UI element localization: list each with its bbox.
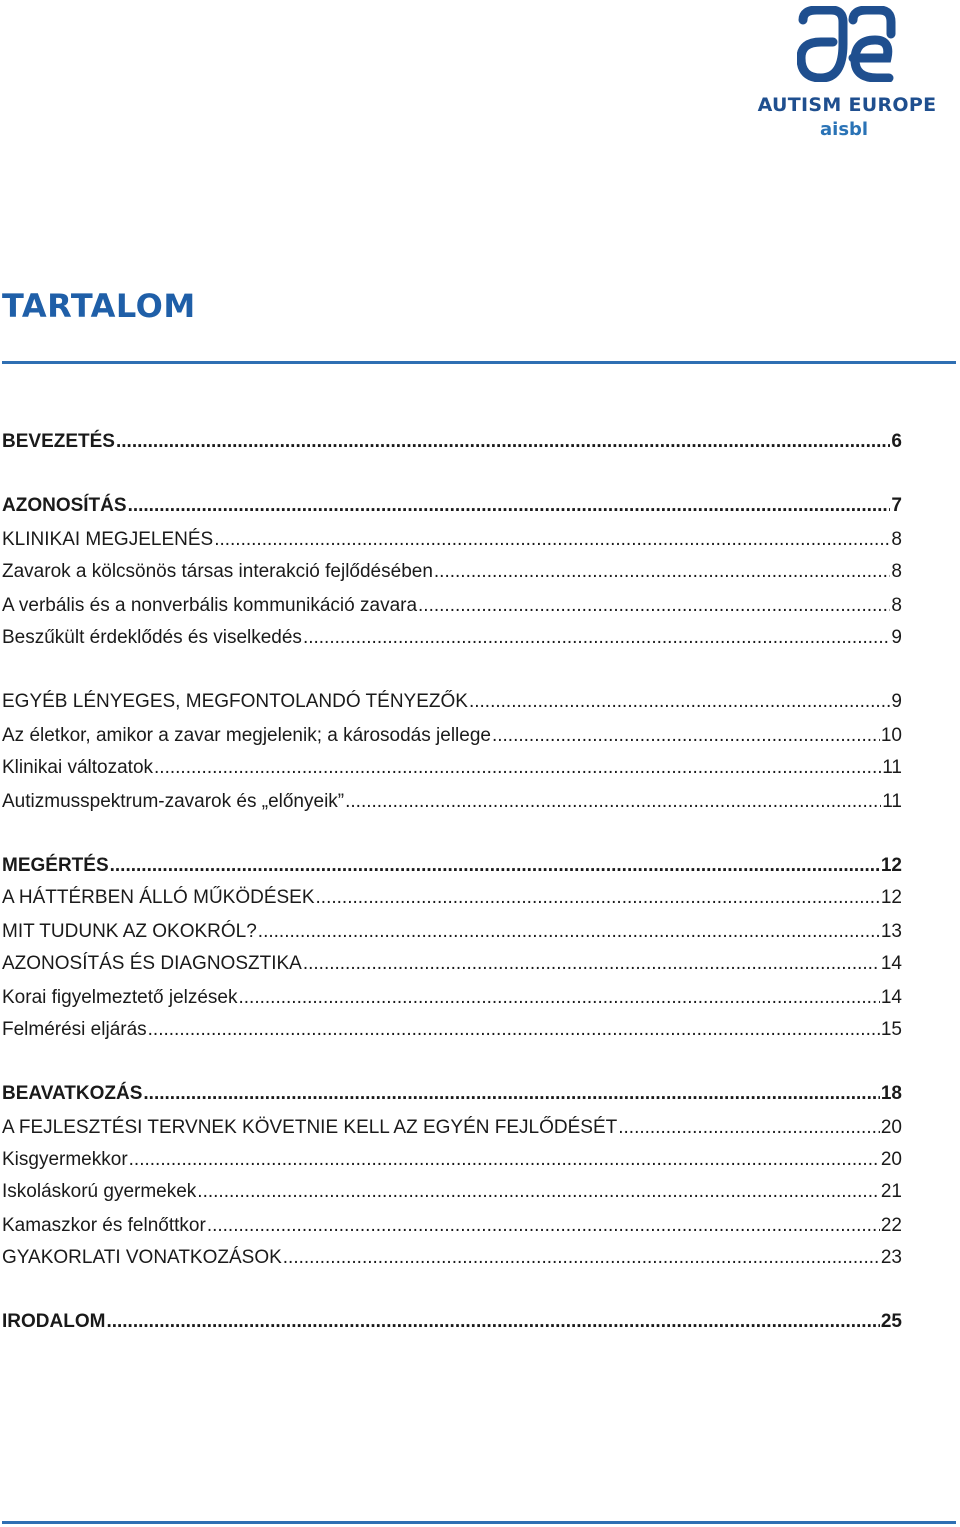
- toc-entry-page: 9: [891, 627, 902, 648]
- toc-entry[interactable]: [2, 1310, 902, 1334]
- title-divider: [2, 361, 956, 364]
- toc-entry-page: 22: [880, 1215, 902, 1236]
- toc-entry[interactable]: [2, 1246, 902, 1270]
- toc-entry[interactable]: [2, 1018, 902, 1042]
- toc-entry-page: 12: [880, 855, 902, 876]
- autism-europe-logo: [752, 6, 942, 140]
- toc-entry-page: 7: [891, 495, 902, 516]
- toc-entry-label: Kisgyermekkor: [2, 1149, 128, 1170]
- toc-entry-label: Korai figyelmeztető jelzések: [2, 987, 238, 1008]
- toc-entry[interactable]: [2, 920, 902, 944]
- toc-entry-label: BEAVATKOZÁS: [2, 1083, 143, 1104]
- toc-entry-label: KLINIKAI MEGJELENÉS: [2, 529, 214, 550]
- toc-dot-leader: [618, 1116, 880, 1140]
- toc-entry-label: MIT TUDUNK AZ OKOKRÓL?: [2, 921, 257, 942]
- toc-entry[interactable]: [2, 690, 902, 714]
- toc-dot-leader: [106, 1310, 879, 1334]
- toc-dot-leader: [214, 528, 890, 552]
- page-title: TARTALOM: [2, 287, 196, 325]
- toc-entry-page: 8: [891, 561, 902, 582]
- toc-entry-label: Autizmusspektrum-zavarok és „előnyeik”: [2, 791, 345, 812]
- toc-entry-label: AZONOSÍTÁS ÉS DIAGNOSZTIKA: [2, 953, 302, 974]
- toc-entry[interactable]: [2, 594, 902, 618]
- toc-dot-leader: [154, 756, 881, 780]
- toc-entry[interactable]: [2, 1082, 902, 1106]
- toc-entry-page: 11: [882, 757, 902, 778]
- toc-entry[interactable]: [2, 986, 902, 1010]
- toc-entry-label: A FEJLESZTÉSI TERVNEK KÖVETNIE KELL AZ EGYÉN FEJLŐDÉSÉT: [2, 1117, 618, 1138]
- toc-dot-leader: [207, 1214, 880, 1238]
- org-name: AUTISM EUROPE: [757, 94, 937, 116]
- toc-entry-page: 18: [880, 1083, 902, 1104]
- toc-dot-leader: [434, 560, 891, 584]
- toc-entry[interactable]: [2, 1116, 902, 1140]
- toc-entry-page: 25: [880, 1311, 902, 1332]
- toc-entry-label: Zavarok a kölcsönös társas interakció fejlődésében: [2, 561, 433, 582]
- toc-entry[interactable]: [2, 952, 902, 976]
- toc-entry-label: Beszűkült érdeklődés és viselkedés: [2, 627, 302, 648]
- toc-entry-page: 15: [880, 1019, 902, 1040]
- toc-entry-label: Kamaszkor és felnőttkor: [2, 1215, 206, 1236]
- toc-entry-label: A verbális és a nonverbális kommunikáció zavara: [2, 595, 418, 616]
- toc-entry-label: EGYÉB LÉNYEGES, MEGFONTOLANDÓ TÉNYEZŐK: [2, 691, 468, 712]
- toc-entry[interactable]: [2, 560, 902, 584]
- toc-dot-leader: [128, 494, 891, 518]
- toc-dot-leader: [283, 1246, 880, 1270]
- toc-dot-leader: [492, 724, 880, 748]
- toc-dot-leader: [197, 1180, 880, 1204]
- toc-entry[interactable]: [2, 1148, 902, 1172]
- toc-entry-page: 11: [882, 791, 902, 812]
- toc-entry-page: 14: [880, 953, 902, 974]
- toc-entry-label: Iskoláskorú gyermekek: [2, 1181, 197, 1202]
- toc-entry-label: GYAKORLATI VONATKOZÁSOK: [2, 1247, 282, 1268]
- toc-entry-label: IRODALOM: [2, 1311, 106, 1332]
- toc-entry-label: BEVEZETÉS: [2, 431, 115, 452]
- toc-entry[interactable]: [2, 494, 902, 518]
- toc-entry-label: Felmérési eljárás: [2, 1019, 147, 1040]
- toc-entry-page: 20: [880, 1149, 902, 1170]
- toc-entry-label: MEGÉRTÉS: [2, 855, 109, 876]
- toc-dot-leader: [303, 952, 880, 976]
- toc-entry-page: 14: [880, 987, 902, 1008]
- toc-dot-leader: [258, 920, 880, 944]
- toc-entry-page: 10: [880, 725, 902, 746]
- toc-entry[interactable]: [2, 724, 902, 748]
- footer-divider: [2, 1521, 956, 1524]
- toc-dot-leader: [303, 626, 890, 650]
- toc-dot-leader: [469, 690, 890, 714]
- toc-dot-leader: [345, 790, 881, 814]
- toc-dot-leader: [239, 986, 880, 1010]
- toc-entry-label: Az életkor, amikor a zavar megjelenik; a károsodás jellege: [2, 725, 491, 746]
- toc-entry[interactable]: [2, 854, 902, 878]
- toc-entry[interactable]: [2, 1180, 902, 1204]
- toc-entry-label: Klinikai változatok: [2, 757, 154, 778]
- toc-entry-page: 8: [891, 529, 902, 550]
- toc-entry-page: 12: [880, 887, 902, 908]
- toc-entry-page: 6: [891, 431, 902, 452]
- toc-dot-leader: [316, 886, 880, 910]
- toc-entry[interactable]: [2, 626, 902, 650]
- org-suffix: aisbl: [820, 119, 869, 140]
- toc-entry-page: 8: [891, 595, 902, 616]
- toc-entry[interactable]: [2, 528, 902, 552]
- ae-logo-mark-icon: [797, 6, 897, 82]
- toc-entry[interactable]: [2, 756, 902, 780]
- toc-dot-leader: [110, 854, 880, 878]
- toc-dot-leader: [116, 430, 890, 454]
- toc-entry-label: AZONOSÍTÁS: [2, 495, 127, 516]
- toc-entry-page: 23: [880, 1247, 902, 1268]
- toc-entry[interactable]: [2, 790, 902, 814]
- toc-entry-page: 13: [880, 921, 902, 942]
- toc-dot-leader: [148, 1018, 880, 1042]
- toc-entry-label: A HÁTTÉRBEN ÁLLÓ MŰKÖDÉSEK: [2, 887, 315, 908]
- toc-entry-page: 21: [880, 1181, 902, 1202]
- toc-entry-page: 9: [891, 691, 902, 712]
- toc-entry[interactable]: [2, 1214, 902, 1238]
- toc-dot-leader: [418, 594, 890, 618]
- toc-entry-page: 20: [880, 1117, 902, 1138]
- toc-entry[interactable]: [2, 430, 902, 454]
- toc-dot-leader: [143, 1082, 879, 1106]
- toc-entry[interactable]: [2, 886, 902, 910]
- toc-dot-leader: [129, 1148, 880, 1172]
